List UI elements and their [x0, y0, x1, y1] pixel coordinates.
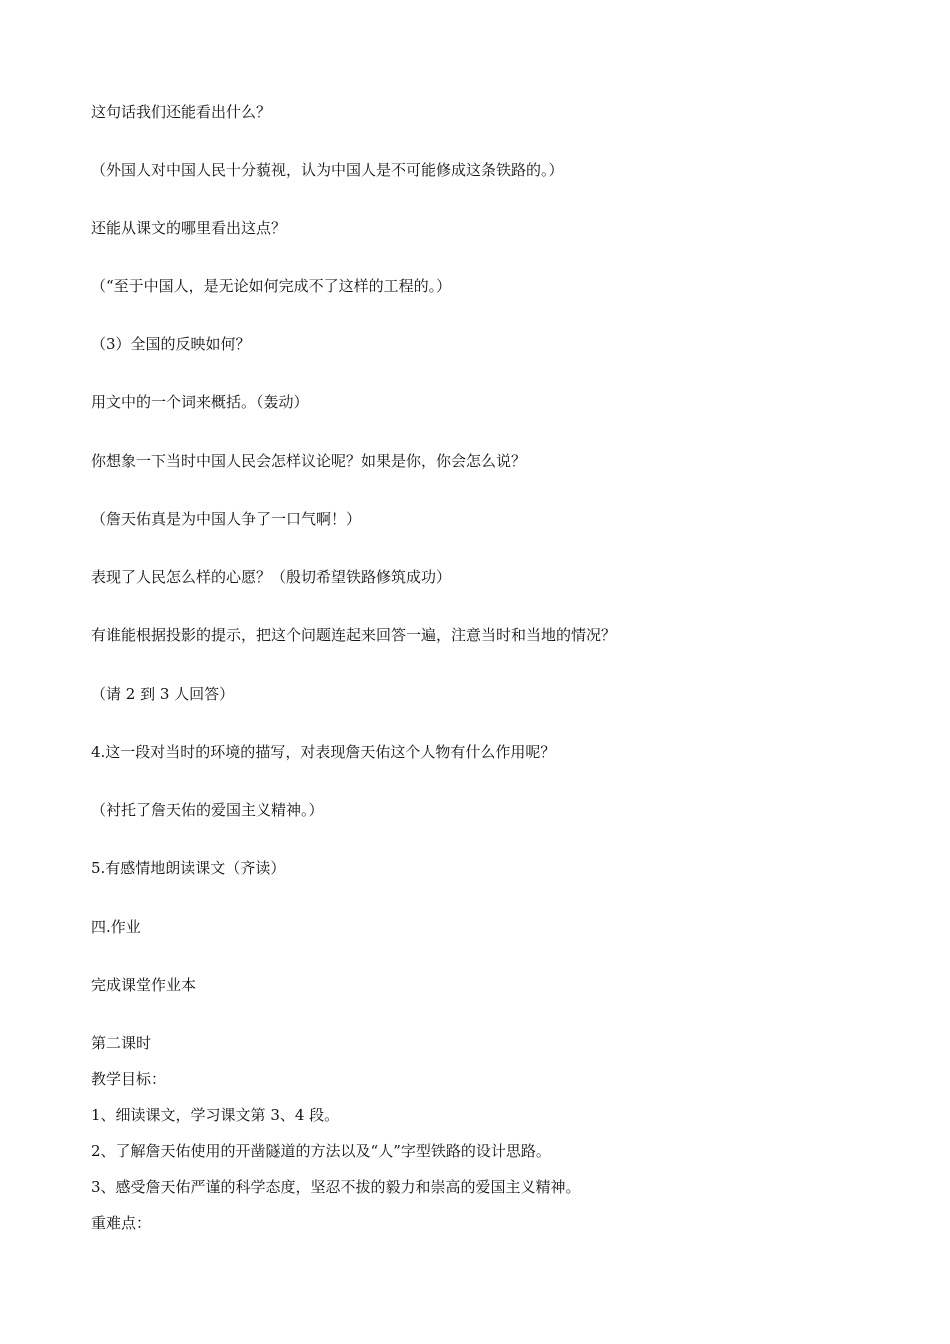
- text-line: 教学目标：: [91, 1070, 167, 1088]
- section-heading: 四.作业: [91, 918, 141, 936]
- text-line: （詹天佑真是为中国人争了一口气啊！）: [91, 510, 362, 528]
- text-line: 你想象一下当时中国人民会怎样议论呢？如果是你，你会怎么说？: [91, 452, 527, 470]
- text-line: 5.有感情地朗读课文（齐读）: [91, 859, 286, 877]
- text-line: 表现了人民怎么样的心愿？（殷切希望铁路修筑成功）: [91, 568, 452, 586]
- text-line: （衬托了詹天佑的爱国主义精神。）: [91, 801, 324, 819]
- list-item: 2、了解詹天佑使用的开凿隧道的方法以及“人”字型铁路的设计思路。: [91, 1142, 551, 1160]
- text-line: 这句话我们还能看出什么？: [91, 103, 272, 121]
- text-line: 完成课堂作业本: [91, 976, 197, 994]
- text-line: （外国人对中国人民十分藐视，认为中国人是不可能修成这条铁路的。）: [91, 161, 564, 179]
- text-line: （请 2 到 3 人回答）: [91, 685, 235, 703]
- text-line: 重难点：: [91, 1214, 152, 1232]
- list-item: 1、细读课文，学习课文第 3、4 段。: [91, 1106, 340, 1124]
- text-line: 还能从课文的哪里看出这点？: [91, 219, 287, 237]
- text-line: 4.这一段对当时的环境的描写，对表现詹天佑这个人物有什么作用呢？: [91, 743, 556, 761]
- text-line: 用文中的一个词来概括。（轰动）: [91, 393, 309, 411]
- section-heading: 第二课时: [91, 1034, 152, 1052]
- text-line: 有谁能根据投影的提示，把这个问题连起来回答一遍，注意当时和当地的情况？: [91, 626, 617, 644]
- text-line: （“至于中国人，是无论如何完成不了这样的工程的。）: [91, 277, 452, 295]
- text-line: （3）全国的反映如何？: [91, 335, 251, 353]
- list-item: 3、感受詹天佑严谨的科学态度，坚忍不拔的毅力和崇高的爱国主义精神。: [91, 1178, 581, 1196]
